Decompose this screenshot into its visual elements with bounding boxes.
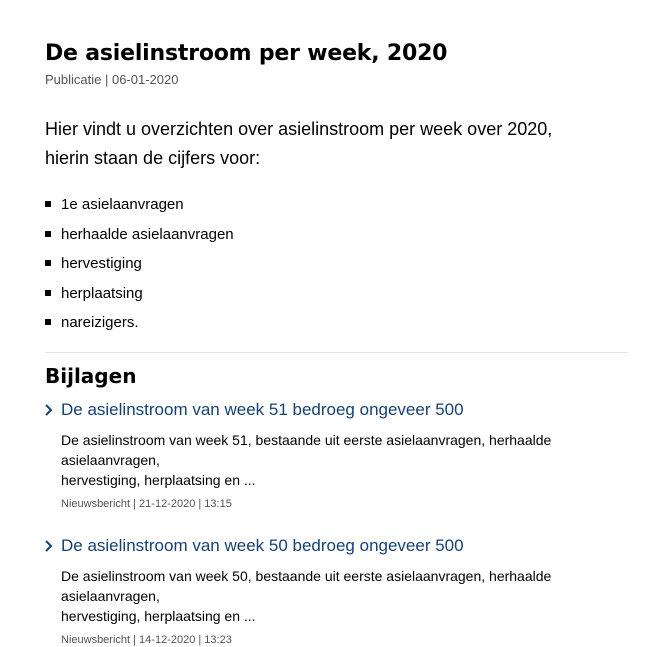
attachment-description-line-2: hervestiging, herplaatsing en ... xyxy=(61,607,256,624)
square-bullet-icon xyxy=(45,231,51,237)
intro-line-1: Hier vindt u overzichten over asielinstroom per week over 2020, xyxy=(45,119,553,139)
attachment-meta: Nieuwsbericht | 21-12-2020 | 13:15 xyxy=(61,497,232,510)
attachment-title-link[interactable]: De asielinstroom van week 50 bedroeg ongeveer 500 xyxy=(61,535,464,555)
list-item xyxy=(45,220,628,250)
attachment-item xyxy=(45,535,628,647)
list-item xyxy=(45,279,628,309)
publication-page xyxy=(45,40,628,647)
list-item-label: 1e asielaanvragen xyxy=(61,196,184,213)
list-item xyxy=(45,190,628,220)
attachment-item xyxy=(45,399,628,511)
square-bullet-icon xyxy=(45,290,51,296)
attachments-heading: Bijlagen xyxy=(45,363,137,388)
square-bullet-icon xyxy=(45,260,51,266)
chevron-right-icon xyxy=(44,539,54,553)
attachment-title-link[interactable]: De asielinstroom van week 51 bedroeg ongeveer 500 xyxy=(61,399,464,419)
attachment-description xyxy=(61,430,628,490)
square-bullet-icon xyxy=(45,201,51,207)
publication-meta: Publicatie | 06-01-2020 xyxy=(45,72,179,87)
attachment-description-line-1: De asielinstroom van week 50, bestaande uit eerste asielaanvragen, herhaalde asielaanvragen, xyxy=(61,567,552,604)
attachment-description xyxy=(61,566,628,626)
list-item xyxy=(45,308,628,338)
list-item xyxy=(45,249,628,279)
intro-text xyxy=(45,115,628,173)
page-title: De asielinstroom per week, 2020 xyxy=(45,41,448,66)
chevron-right-icon xyxy=(44,403,54,417)
attachment-description-line-1: De asielinstroom van week 51, bestaande uit eerste asielaanvragen, herhaalde asielaanvragen, xyxy=(61,431,552,468)
section-divider xyxy=(45,352,628,353)
figures-list xyxy=(45,190,628,338)
list-item-label: nareizigers. xyxy=(61,314,139,331)
list-item-label: herplaatsing xyxy=(61,284,143,302)
attachment-description-line-2: hervestiging, herplaatsing en ... xyxy=(61,471,256,488)
list-item-label: herhaalde asielaanvragen xyxy=(61,225,234,243)
square-bullet-icon xyxy=(45,319,51,325)
list-item-label: hervestiging xyxy=(61,255,142,272)
intro-line-2: hierin staan de cijfers voor: xyxy=(45,148,261,168)
attachment-meta: Nieuwsbericht | 14-12-2020 | 13:23 xyxy=(61,633,232,646)
